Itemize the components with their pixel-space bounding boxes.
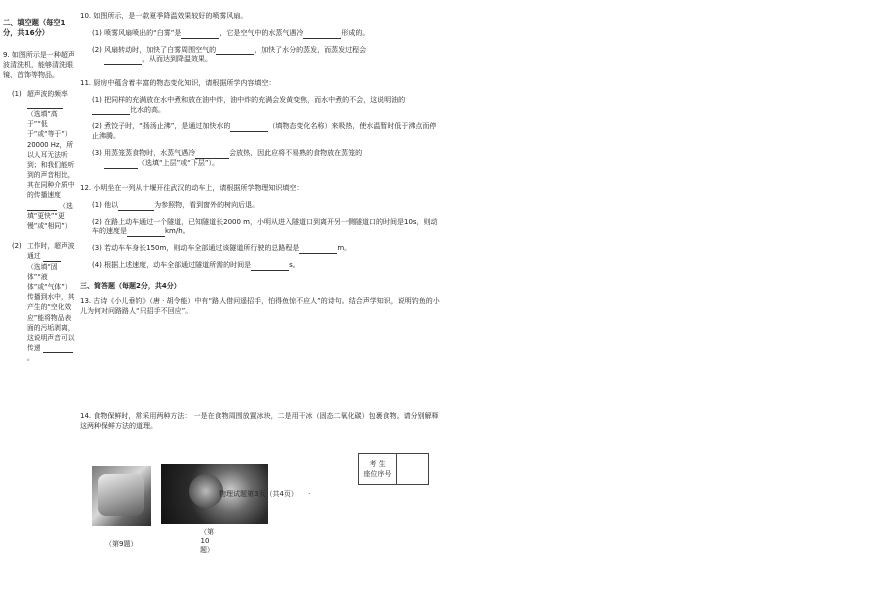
question-10-part-2 <box>80 46 440 56</box>
answer-blank[interactable] <box>299 246 337 254</box>
question-14: 14. 食物保鲜时，常采用两种方法： 一是在食物周围放置冰块，二是用干冰（固态二氧化碳）包裹食物。请分别解释这两种保鲜方法的道理。 <box>80 412 439 430</box>
question-9-part-2 <box>3 241 75 363</box>
seat-label-b: 座位序号 <box>363 470 392 478</box>
q11-3-text-a: (3) 用蒸笼蒸食物时，水蒸气遇冷 <box>92 148 196 157</box>
section-heading-fill-blank: 二、填空题（每空1分，共16分） <box>3 18 66 38</box>
answer-blank[interactable] <box>181 31 219 39</box>
section-heading-short-answer: 三、简答题（每题2分，共4分） <box>80 282 181 290</box>
question-12-part-2 <box>80 218 440 238</box>
q10-1-text-a: (1) 喷雾风扇喷出的“白雾”是 <box>92 28 182 37</box>
question-9-part-1 <box>3 89 75 232</box>
q12-2-text-a: (2) 在路上动车通过一个隧道，已知隧道长2000 m，小明从进入隧道口到离开另一侧隧道口的时间是10s，则动车的速度是 <box>92 217 438 236</box>
answer-blank[interactable] <box>27 203 57 211</box>
q12-1-text-b: 为参照物，看到窗外的树向后退。 <box>154 200 260 209</box>
question-10-part-2-cont <box>80 55 440 65</box>
seat-number-input[interactable] <box>397 454 429 485</box>
part-number: (1) <box>12 89 22 98</box>
q11-2-text-a: (2) 煮饺子时，“扬汤止沸”，是通过加快水的 <box>92 122 231 131</box>
q11-3-text-c: （选填“上层”或“下层”）。 <box>138 158 220 167</box>
question-12-part-1 <box>80 201 440 211</box>
q12-4-text-b: s。 <box>289 260 300 269</box>
footer-dot: · <box>308 490 311 498</box>
part-number: (2) <box>12 242 22 251</box>
q11-1-text-b: 比水的高。 <box>130 105 165 114</box>
figure-10-caption: （第10题） <box>200 528 214 554</box>
answer-blank[interactable] <box>104 161 138 169</box>
q12-4-text-a: (4) 根据上述速度，动车全部通过隧道所需的时间是 <box>92 260 252 269</box>
q9-2-text-c: 。 <box>27 354 34 363</box>
q10-1-text-c: 形成的。 <box>341 28 370 37</box>
q9-1-text-a: 超声波的频率 <box>27 89 68 98</box>
left-column <box>3 18 75 363</box>
page-number-text: 物理试题第3页（共4页） <box>219 490 298 498</box>
question-10-stem: 10. 如图所示，是一款夏季降温效果较好的喷雾风扇。 <box>80 12 248 20</box>
question-12 <box>80 184 440 271</box>
q9-2-text-a: 工作时，超声波通过 <box>27 242 75 261</box>
question-12-part-4 <box>80 261 440 271</box>
question-11 <box>80 79 440 169</box>
answer-blank[interactable] <box>43 345 73 353</box>
q9-1-text-b: （选填“高于”“低于”或“等于”）20000 Hz，所以人耳无法听到；和我们能听到的声音相比，其在同种介质中的传播速度 <box>27 109 75 200</box>
ultrasonic-cleaner-photo <box>92 466 151 526</box>
q12-2-text-b: km/h。 <box>165 227 190 236</box>
question-12-stem: 12. 小明坐在一列从十堰开往武汉的动车上，请根据所学物理知识填空： <box>80 184 304 192</box>
question-12-part-3 <box>80 244 440 254</box>
question-11-part-2 <box>80 122 440 142</box>
question-10-part-1 <box>80 29 440 39</box>
question-9-stem: 9. 如图所示是一种超声波清洗机，能够清洗眼镜、首饰等物品。 <box>3 51 75 80</box>
answer-blank[interactable] <box>104 57 142 65</box>
answer-blank[interactable] <box>127 229 165 237</box>
q10-2-text-c: ，从而达到降温效果。 <box>142 55 212 64</box>
question-11-stem: 11. 厨房中蕴含着丰富的物态变化知识，请根据所学内容填空： <box>80 79 276 87</box>
q10-2-text-a: (2) 风扇转动时，加快了白雾周围空气的 <box>92 45 217 54</box>
figure-9-caption: （第9题） <box>105 540 138 548</box>
answer-blank[interactable] <box>43 254 61 262</box>
answer-blank[interactable] <box>92 107 130 115</box>
answer-blank[interactable] <box>230 124 268 132</box>
seat-label-cell <box>359 454 397 485</box>
answer-blank[interactable] <box>195 151 229 159</box>
q11-2-text-b: （填物态变化名称）来吸热，使水温暂时低于沸点而停止沸腾。 <box>92 122 437 141</box>
question-11-part-3-cont <box>80 159 440 169</box>
q12-3-text-a: (3) 若动车车身长150m，则动车全部通过该隧道所行驶的总路程是 <box>92 244 300 253</box>
question-11-part-3 <box>80 149 440 159</box>
q12-3-text-b: m。 <box>337 244 352 253</box>
question-11-part-1 <box>80 96 440 116</box>
q11-3-text-b: 会放热，因此应将不易熟的食物放在蒸笼的 <box>229 148 363 157</box>
answer-blank[interactable] <box>303 31 341 39</box>
answer-blank[interactable] <box>251 263 289 271</box>
q9-2-text-b: （选填“固体”“液体”或“气体”）传播到水中，其产生的“空化效应”能将物品表面的污垢剥离，这说明声音可以传递 <box>27 262 75 353</box>
answer-blank[interactable] <box>118 203 154 211</box>
answer-blank[interactable] <box>27 101 63 109</box>
q11-1-text-a: (1) 把同样的充满放在水中煮和放在油中炸，油中炸的充满会发黄变焦，而水中煮的不会，这说明油的 <box>92 95 406 104</box>
seat-label-a: 考 生 <box>369 459 386 468</box>
answer-blank[interactable] <box>216 47 254 55</box>
q10-1-text-b: ，它是空气中的水蒸气遇冷 <box>219 28 304 37</box>
question-13: 13. 古诗《小儿垂钓》（唐 · 胡令能）中有“路人借问遥招手，怕得鱼惊不应人”的诗句。结合声学知识，说明钓鱼的小儿为何对问路路人“只招手不回应”。 <box>80 297 440 315</box>
seat-number-table <box>358 453 429 485</box>
q9-1-text-c: （选填“更快”“更慢”或“相同”） <box>27 201 73 231</box>
page-footer <box>219 490 310 499</box>
question-10 <box>80 12 440 65</box>
q12-1-text-a: (1) 他以 <box>92 200 119 209</box>
q10-2-text-b: ，加快了水分的蒸发，而蒸发过程会 <box>254 45 367 54</box>
